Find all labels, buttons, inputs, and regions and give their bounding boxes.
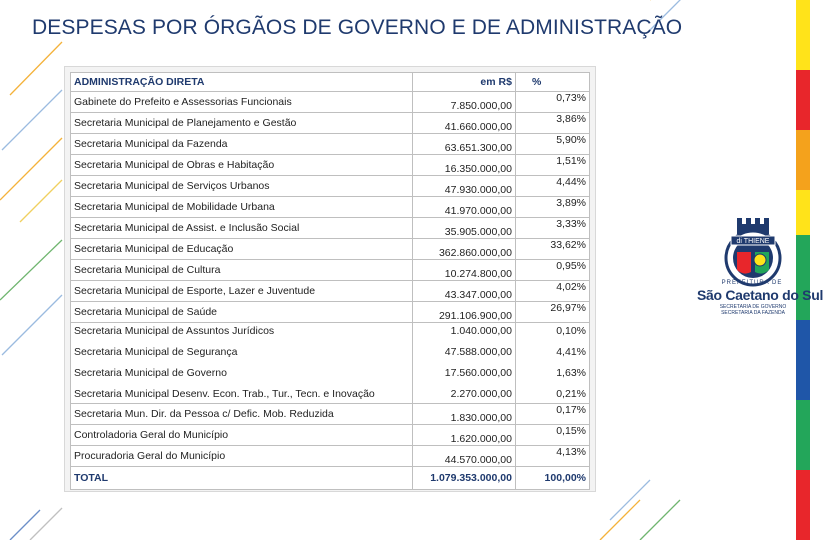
total-value: 1.079.353.000,00 [413,467,516,490]
table-row [71,425,590,446]
row-pct: 0,21% [556,388,586,400]
row-pct: 33,62% [515,239,589,260]
banner-text: di THIENE [736,238,770,245]
row-name: Controladoria Geral do Município [71,425,413,446]
expense-table [70,72,590,490]
row-value: 1.040.000,00 [450,325,512,337]
row-value: 43.347.000,00 [413,281,516,302]
row-value: 63.651.300,00 [413,134,516,155]
row-value: 7.850.000,00 [413,92,516,113]
header-name: ADMINISTRAÇÃO DIRETA [71,73,413,92]
row-pct: 5,90% [515,134,589,155]
row-name: Secretaria Municipal de Assuntos Jurídicos [74,325,275,337]
row-value: 47.588.000,00 [444,346,512,358]
table-row-group [71,323,590,404]
row-pct: 3,86% [515,113,589,134]
row-value: 16.350.000,00 [413,155,516,176]
row-pct: 4,13% [515,446,589,467]
total-label: TOTAL [71,467,413,490]
row-pct: 3,89% [515,197,589,218]
logo-sub1: SECRETARIA DE GOVERNO [719,304,787,310]
row-value: 2.270.000,00 [450,388,512,400]
row-pct: 0,17% [515,404,589,425]
row-value: 1.620.000,00 [413,425,516,446]
row-name: Procuradoria Geral do Município [71,446,413,467]
table-row [71,239,590,260]
table-row [71,404,590,425]
row-pct: 0,10% [556,325,586,337]
logo-sub2: SECRETARIA DA FAZENDA [721,310,785,316]
row-pct: 0,15% [515,425,589,446]
table-header-row [71,73,590,92]
row-value: 362.860.000,00 [413,239,516,260]
table-row [71,113,590,134]
row-name: Secretaria Municipal de Cultura [71,260,413,281]
table-row [71,446,590,467]
row-value: 41.970.000,00 [413,197,516,218]
gear-icon [754,254,766,266]
table-row [71,92,590,113]
table-row [71,155,590,176]
row-name: Secretaria Municipal de Planejamento e Gestão [71,113,413,134]
row-value: 1.830.000,00 [413,404,516,425]
table-row [71,218,590,239]
row-pct: 4,41% [556,346,586,358]
logo-prefeitura: PREFEITURA DE [721,280,783,286]
table-row [71,134,590,155]
logo-city: São Caetano do Sul [697,287,823,303]
row-pct: 4,44% [515,176,589,197]
shield-left-icon [737,252,751,274]
row-name: Secretaria Municipal de Segurança [74,346,238,358]
row-name: Secretaria Municipal de Obras e Habitação [71,155,413,176]
table-row [71,260,590,281]
coat-of-arms-logo [697,216,809,286]
row-name: Secretaria Municipal de Educação [71,239,413,260]
row-name: Secretaria Municipal de Governo [74,367,227,379]
row-pct: 4,02% [515,281,589,302]
row-name: Secretaria Municipal de Saúde [71,302,413,323]
header-pct: % [515,73,589,92]
row-value: 47.930.000,00 [413,176,516,197]
row-value: 291.106.900,00 [413,302,516,323]
group-values [413,323,516,404]
row-value: 10.274.800,00 [413,260,516,281]
page-title: DESPESAS POR ÓRGÃOS DE GOVERNO E DE ADMINISTRAÇÃO [32,16,683,39]
row-pct: 0,73% [515,92,589,113]
expense-table-panel [64,66,596,492]
row-value: 44.570.000,00 [413,446,516,467]
row-name: Secretaria Municipal de Serviços Urbanos [71,176,413,197]
row-name: Secretaria Municipal de Assist. e Inclusão Social [71,218,413,239]
header-value: em R$ [413,73,516,92]
row-name: Secretaria Municipal de Esporte, Lazer e Juventude [71,281,413,302]
table-row [71,197,590,218]
row-name: Secretaria Municipal da Fazenda [71,134,413,155]
row-pct: 1,51% [515,155,589,176]
row-pct: 26,97% [515,302,589,323]
row-pct: 0,95% [515,260,589,281]
total-pct: 100,00% [515,467,589,490]
row-pct: 3,33% [515,218,589,239]
table-row [71,302,590,323]
row-value: 17.560.000,00 [444,367,512,379]
group-names [71,323,413,404]
row-pct: 1,63% [556,367,586,379]
table-row [71,281,590,302]
row-value: 41.660.000,00 [413,113,516,134]
table-row [71,176,590,197]
group-pcts [515,323,589,404]
row-value: 35.905.000,00 [413,218,516,239]
row-name: Secretaria Municipal de Mobilidade Urbana [71,197,413,218]
row-name: Gabinete do Prefeito e Assessorias Funcionais [71,92,413,113]
table-total-row [71,467,590,490]
row-name: Secretaria Municipal Desenv. Econ. Trab., Tur., Tecn. e Inovação [74,388,375,400]
row-name: Secretaria Mun. Dir. da Pessoa c/ Defic. Mob. Reduzida [71,404,413,425]
